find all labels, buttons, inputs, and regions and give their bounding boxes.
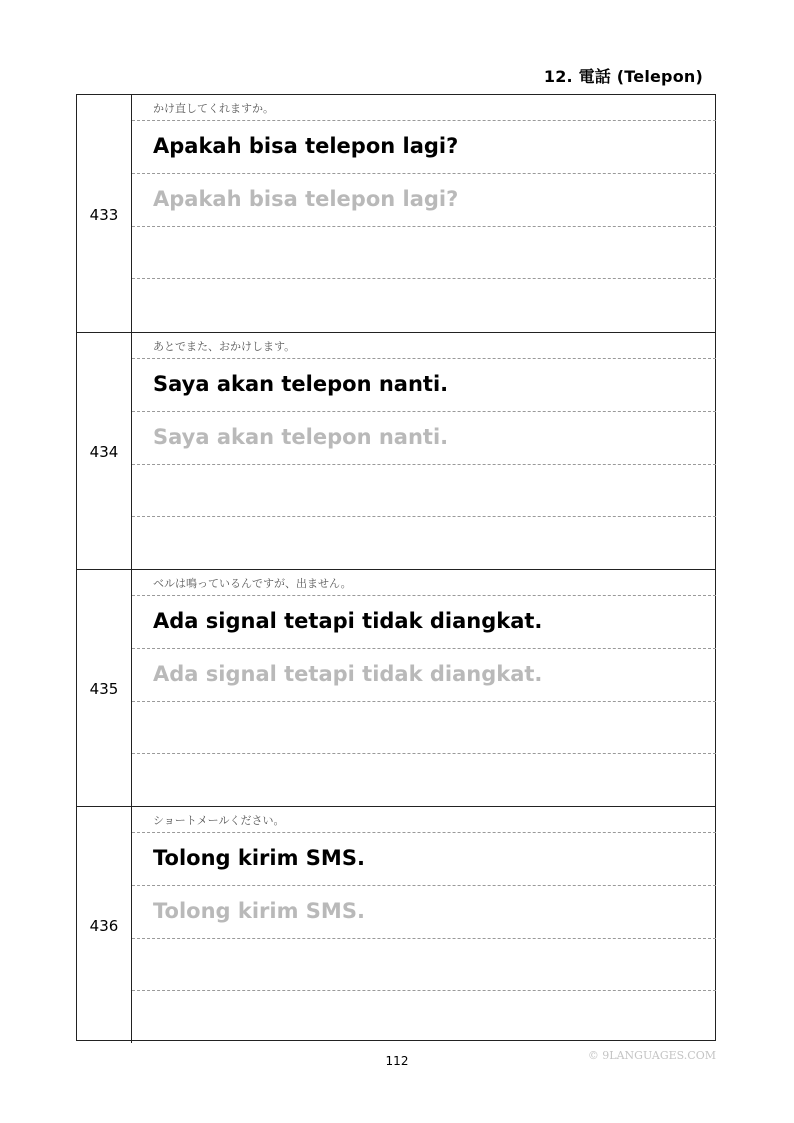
model-sentence-row: [132, 833, 716, 886]
japanese-prompt: かけ直してくれますか。: [153, 102, 274, 115]
blank-writing-line: [132, 939, 716, 991]
blank-writing-line: [132, 279, 716, 332]
japanese-prompt-row: [132, 807, 716, 833]
model-sentence: Tolong kirim SMS.: [153, 846, 365, 870]
writing-lines: [132, 333, 716, 569]
entry-number: 433: [77, 95, 132, 332]
model-sentence: Saya akan telepon nanti.: [153, 372, 449, 396]
model-sentence-row: [132, 121, 716, 174]
copyright-notice: © 9LANGUAGES.COM: [587, 1049, 716, 1062]
japanese-prompt: ショートメールください。: [153, 814, 285, 827]
writing-lines: [132, 95, 716, 332]
blank-writing-line: [132, 702, 716, 754]
trace-sentence: Ada signal tetapi tidak diangkat.: [153, 662, 543, 686]
japanese-prompt-row: [132, 95, 716, 121]
model-sentence-row: [132, 359, 716, 412]
practice-entry: [77, 332, 716, 569]
model-sentence-row: [132, 596, 716, 649]
page-number: 112: [385, 1054, 409, 1068]
blank-writing-line: [132, 991, 716, 1044]
trace-sentence: Saya akan telepon nanti.: [153, 425, 449, 449]
japanese-prompt-row: [132, 570, 716, 596]
trace-sentence-row: [132, 649, 716, 702]
practice-entry: [77, 95, 716, 332]
model-sentence: Ada signal tetapi tidak diangkat.: [153, 609, 543, 633]
japanese-prompt: ベルは鳴っているんですが、出ません。: [153, 577, 352, 590]
section-title: 12. 電話 (Telepon): [543, 67, 703, 86]
japanese-prompt: あとでまた、おかけします。: [153, 340, 296, 353]
trace-sentence-row: [132, 886, 716, 939]
blank-writing-line: [132, 227, 716, 279]
japanese-prompt-row: [132, 333, 716, 359]
writing-lines: [132, 570, 716, 806]
blank-writing-line: [132, 517, 716, 570]
practice-entry: [77, 806, 716, 1043]
entry-number: 434: [77, 333, 132, 569]
writing-lines: [132, 807, 716, 1043]
trace-sentence: Tolong kirim SMS.: [153, 899, 365, 923]
entry-number: 435: [77, 570, 132, 806]
blank-writing-line: [132, 465, 716, 517]
practice-entry: [77, 569, 716, 806]
trace-sentence-row: [132, 174, 716, 227]
entry-number: 436: [77, 807, 132, 1043]
trace-sentence: Apakah bisa telepon lagi?: [153, 187, 459, 211]
trace-sentence-row: [132, 412, 716, 465]
practice-table: [76, 94, 716, 1041]
blank-writing-line: [132, 754, 716, 807]
model-sentence: Apakah bisa telepon lagi?: [153, 134, 459, 158]
